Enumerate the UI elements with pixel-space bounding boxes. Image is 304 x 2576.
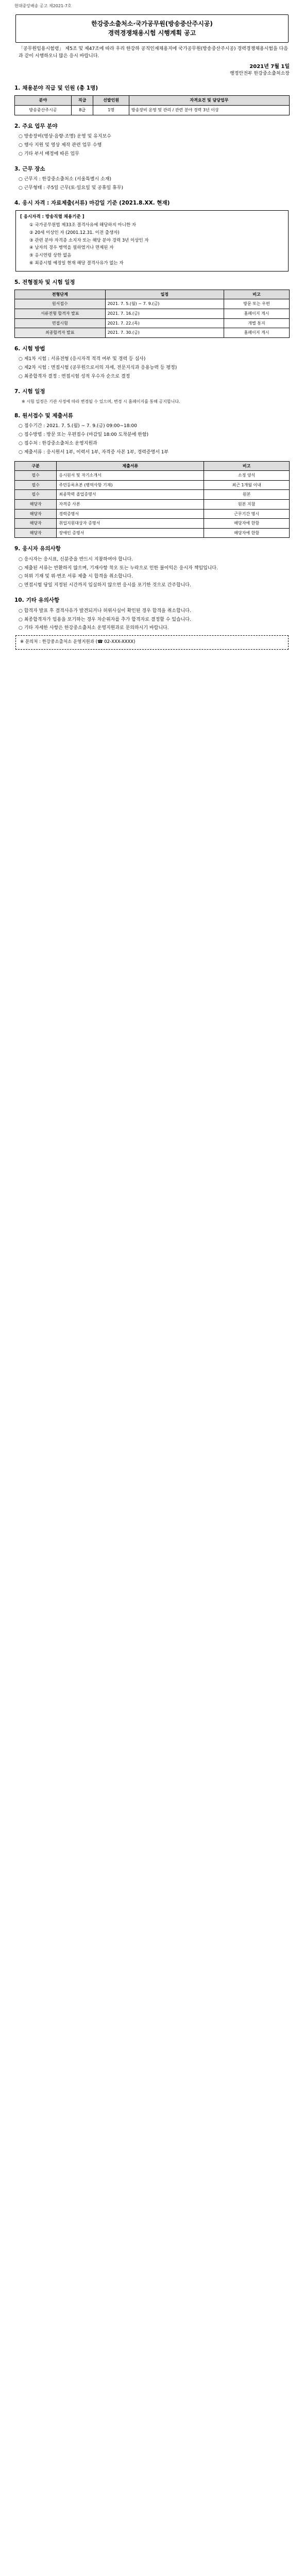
list-item: ○ 근무형태 : 주5일 근무(토·일요일 및 공휴일 휴무) — [19, 185, 124, 191]
list-item: ④ 남자의 경우 병역을 필하였거나 면제된 자 — [29, 245, 114, 251]
table-cell: 해당자 — [15, 509, 57, 519]
table-row — [15, 528, 290, 538]
title-box — [15, 14, 289, 43]
list-item: ○ 기타 자세한 사항은 한강중소출처소 운영지원과로 문의하시기 바랍니다. — [19, 625, 169, 631]
table-cell: 필수 — [15, 471, 57, 481]
table-cell: 자격증 사본 — [57, 500, 204, 510]
table-cell: 2021. 7. 22.(목) — [105, 318, 224, 328]
table-cell: 해당자 — [15, 500, 57, 510]
list-item: ○ 응시자는 응시표, 신분증을 반드시 지참하여야 합니다. — [19, 556, 133, 562]
list-item: ○ 접수방법 : 방문 또는 우편접수 (마감일 18:00 도착분에 한함) — [19, 432, 149, 437]
table-cell: 최종합격자 발표 — [15, 328, 106, 338]
section-4-title: 4. 응시 자격 : 자료제출(서류) 마감일 기준 (2021.8.XX. 현재) — [14, 199, 170, 206]
list-item: ○ 최종합격자 결정 : 면접시험 성적 우수자 순으로 결정 — [19, 374, 130, 379]
list-item: ○ 제1차 시험 : 서류전형 (응시자격 적격 여부 및 경력 등 심사) — [19, 357, 146, 362]
table-cell: 2021. 7. 5.(월) ~ 7. 9.(금) — [105, 299, 224, 309]
list-item: ○ 면접시험 당일 지정된 시간까지 입실하지 않으면 응시를 포기한 것으로 간주합니다. — [19, 583, 191, 588]
table-cell: 2021. 7. 30.(금) — [105, 328, 224, 338]
table-row — [15, 318, 290, 328]
qualification-box-title: [ 응시자격 : 방송직렬 채용기준 ] — [20, 214, 85, 219]
table-cell: 원본 지참 — [204, 500, 290, 510]
list-item: ⑤ 응시연령 상한 없음 — [29, 253, 72, 259]
list-item: ○ 합격자 발표 후 결격사유가 발견되거나 허위사실이 확인된 경우 합격을 취소합니다. — [19, 608, 191, 614]
section-1-title: 1. 채용분야 직급 및 인원 (총 1명) — [14, 85, 98, 92]
contact-footer — [15, 635, 289, 649]
list-item: ○ 기타 부서 배정에 따른 업무 — [19, 151, 79, 157]
list-item: ○ 행사 지원 및 영상 제작 관련 업무 수행 — [19, 142, 102, 148]
col-header: 직급 — [71, 96, 93, 106]
list-item: ○ 제2차 시험 : 면접시험 (공무원으로서의 자세, 전문지식과 응용능력 등 평정) — [19, 365, 177, 370]
intro-text: 「공무원임용시험령」 제5조 및 제47조에 따라 우리 한강하 공직인재채용지에 국가공무원(방송중산주시공) 경력경쟁채용시험을 다음과 같이 시행하오니 많은 응시 바랍니다. — [19, 46, 288, 59]
table-cell: 해당자 — [15, 528, 57, 538]
table-row — [15, 106, 290, 115]
section-5-title: 5. 전형절차 및 시험 일정 — [14, 279, 75, 285]
table-cell: 1명 — [93, 106, 129, 115]
section-10-title: 10. 기타 유의사항 — [14, 597, 60, 604]
list-item: ○ 제출된 서류는 반환하지 않으며, 기재사항 착오 또는 누락으로 인한 불이익은 응시자 책임입니다. — [19, 565, 218, 571]
table-row — [15, 500, 290, 510]
table-cell: 최종학력 졸업증명서 — [57, 490, 204, 500]
announcement-number: 현대중앙배송 공고 제2021-7호 — [14, 4, 72, 8]
title-line-1: 한강중소출처소·국가공무원(방송중산주시공) — [91, 20, 213, 27]
table-cell: 홈페이지 게시 — [224, 328, 290, 338]
col-header: 구분 — [15, 461, 57, 471]
table-cell: 소정 양식 — [204, 471, 290, 481]
table-row — [15, 471, 290, 481]
table-row — [15, 299, 290, 309]
list-item: ○ 접수기간 : 2021. 7. 5.(월) ~ 7. 9.(금) 09:00~18:00 — [19, 423, 137, 429]
table-row — [15, 480, 290, 490]
col-header: 자격요건 및 담당업무 — [129, 96, 289, 106]
col-header: 제출서류 — [57, 461, 204, 471]
table-cell: 필수 — [15, 490, 57, 500]
table-cell: 개별 통지 — [224, 318, 290, 328]
table-row — [15, 328, 290, 338]
table-cell: 근무기간 명시 — [204, 509, 290, 519]
list-item: ○ 최종합격자가 임용을 포기하는 경우 차순위자를 추가 합격자로 결정할 수 있습니다. — [19, 617, 191, 622]
documents-table — [14, 461, 290, 538]
table-row — [15, 519, 290, 529]
table-cell: 해당자에 한함 — [204, 519, 290, 529]
table-row — [15, 490, 290, 500]
list-item: ③ 관련 분야 자격증 소지자 또는 해당 분야 경력 3년 이상인 자 — [29, 238, 149, 243]
list-item: ⑥ 최종시험 예정일 현재 해당 결격사유가 없는 자 — [29, 260, 124, 266]
table-row — [15, 309, 290, 319]
table-cell: 경력증명서 — [57, 509, 204, 519]
table-cell: 8급 — [71, 106, 93, 115]
announcement-date: 2021년 7월 1일 — [249, 63, 290, 70]
col-header: 비고 — [204, 461, 290, 471]
table-cell: 서류전형 합격자 발표 — [15, 309, 106, 319]
list-item: ○ 제출서류 : 응시원서 1부, 이력서 1부, 자격증 사본 1부, 경력증명서 1부 — [19, 449, 169, 455]
section-2-title: 2. 주요 업무 분야 — [14, 123, 58, 129]
table-cell: 장애인 증명서 — [57, 528, 204, 538]
table-cell: 최근 1개월 이내 — [204, 480, 290, 490]
table-row — [15, 509, 290, 519]
list-item: ○ 방송장비(영상·음향·조명) 운영 및 유지보수 — [19, 133, 111, 139]
list-item: ① 국가공무원법 제33조 결격사유에 해당하지 아니한 자 — [29, 223, 137, 228]
table-cell: 필수 — [15, 480, 57, 490]
qualification-box — [15, 210, 289, 272]
col-header: 분야 — [15, 96, 72, 106]
table-cell: 원서접수 — [15, 299, 106, 309]
list-item: ○ 근무지 : 한강중소출처소 (서울특별시 소재) — [19, 176, 112, 182]
table-cell: 원본 — [204, 490, 290, 500]
list-item: ② 20세 이상인 자 (2001.12.31. 이전 출생자) — [29, 230, 120, 235]
process-table — [14, 290, 290, 338]
table-cell: 방송중산주시공 — [15, 106, 72, 115]
section-8-title: 8. 원서접수 및 제출서류 — [14, 412, 73, 419]
list-item: ○ 접수처 : 한강중소출처소 운영지원과 — [19, 440, 97, 446]
table-cell: 방문 또는 우편 — [224, 299, 290, 309]
position-table — [14, 95, 290, 115]
table-cell: 주민등록초본 (병역사항 기재) — [57, 480, 204, 490]
section-6-title: 6. 시험 방법 — [14, 345, 45, 352]
list-item: ○ 허위 기재 및 위·변조 서류 제출 시 합격을 취소합니다. — [19, 574, 133, 580]
table-cell: 응시원서 및 자기소개서 — [57, 471, 204, 481]
section-3-title: 3. 근무 장소 — [14, 165, 45, 172]
table-cell: 면접시험 — [15, 318, 106, 328]
table-cell: 방송장비 운영 및 관리 / 관련 분야 경력 3년 이상 — [129, 106, 289, 115]
title-line-2: 경력경쟁채용시험 시행계획 공고 — [108, 29, 196, 37]
col-header: 선발인원 — [93, 96, 129, 106]
contact-text: ※ 문의처 : 한강중소출처소 운영지원과 (☎ 02-XXX-XXXX) — [20, 639, 136, 645]
table-cell: 해당자 — [15, 519, 57, 529]
table-cell: 취업지원대상자 증명서 — [57, 519, 204, 529]
table-cell: 해당자에 한함 — [204, 528, 290, 538]
col-header: 전형단계 — [15, 290, 106, 299]
schedule-note: ※ 시험 일정은 기관 사정에 따라 변경될 수 있으며, 변경 시 홈페이지를 통해 공지합니다. — [22, 399, 180, 404]
section-7-title: 7. 시험 일정 — [14, 388, 45, 395]
table-cell: 홈페이지 게시 — [224, 309, 290, 319]
col-header: 일정 — [105, 290, 224, 299]
col-header: 비고 — [224, 290, 290, 299]
table-cell: 2021. 7. 16.(금) — [105, 309, 224, 319]
section-9-title: 9. 응시자 유의사항 — [14, 546, 61, 552]
issuing-organization: 행정안전부 한강중소출처소장 — [230, 71, 290, 77]
